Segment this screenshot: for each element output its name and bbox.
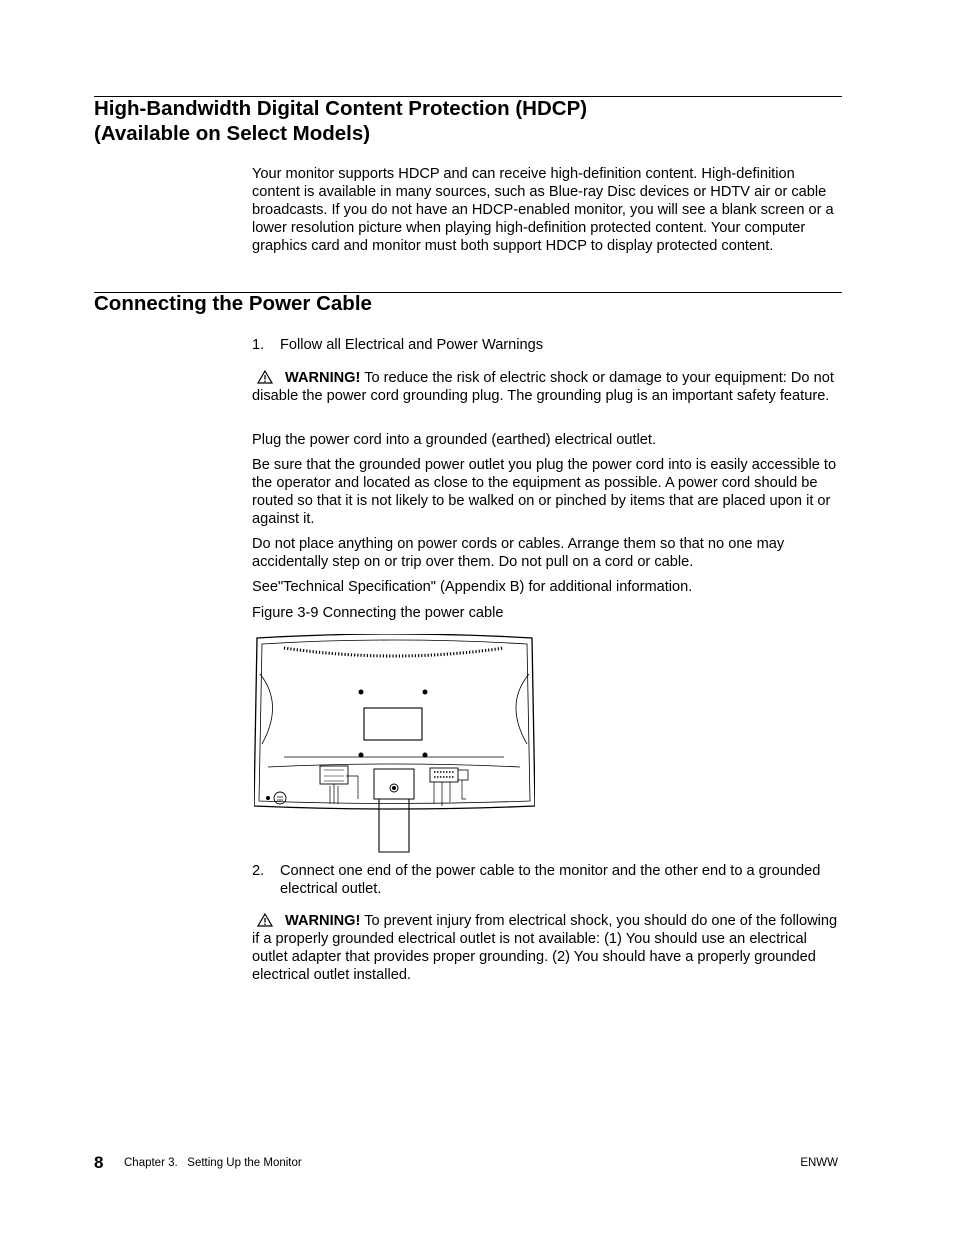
warning-label: WARNING! <box>285 913 361 929</box>
warning-label: WARNING! <box>285 370 361 386</box>
placement-paragraph: Do not place anything on power cords or cables. Arrange them so that no one may accidentally step on or trip over them. Do not pull on a cord or cable. <box>252 536 785 571</box>
warning-text: To reduce the risk of electric shock or damage to your equipment: Do not disable the power cord grounding plug. The grounding plug is an important safety feature. <box>252 370 834 405</box>
figure-caption: Figure 3-9 Connecting the power cable <box>252 605 504 621</box>
accessible-paragraph: Be sure that the grounded power outlet you plug the power cord into is easily accessible to the operator and located as close to the equipment as possible. A power cord should be routed so that it is not likely to be walked on or pinched by items that are placed upon it or against it. <box>252 457 837 528</box>
see-spec-paragraph: See"Technical Specification" (Appendix B) for additional information. <box>252 579 693 595</box>
step-number: 1. <box>252 337 265 353</box>
page-number: 8 <box>94 1153 104 1172</box>
warning-triangle-icon <box>257 913 273 927</box>
footer-chapter-title: Setting Up the Monitor <box>187 1157 302 1169</box>
heading-line-1: High-Bandwidth Digital Content Protection (HDCP) <box>94 97 588 120</box>
footer-enww: ENWW <box>800 1157 838 1169</box>
warning-triangle-icon <box>257 370 273 384</box>
warning-text: To prevent injury from electrical shock, you should do one of the following if a properly grounded electrical outlet is not available: (1) You should use an electrical outlet adapter that provides proper grounding. (2) You should have a properly grounded electrical outlet installed. <box>252 913 838 984</box>
monitor-back-illustration <box>254 634 535 855</box>
step-number: 2. <box>252 863 265 879</box>
plug-paragraph: Plug the power cord into a grounded (earthed) electrical outlet. <box>252 432 657 448</box>
section-heading-power-cable: Connecting the Power Cable <box>94 292 372 315</box>
warning-block-1 <box>252 369 844 405</box>
footer-chapter-number: Chapter 3. <box>124 1157 178 1169</box>
step-text: Connect one end of the power cable to the monitor and the other end to a grounded electrical outlet. <box>280 863 821 898</box>
hdcp-paragraph: Your monitor supports HDCP and can receive high-definition content. High-definition content is available in many sources, such as Blue-ray Disc devices or HDTV air or cable broadcasts. If you do not have an HDCP-enabled monitor, you will see a blank screen or a lower resolution picture when playing high-definition protected content. Your computer graphics card and monitor must both support HDCP to display protected content. <box>252 166 834 255</box>
warning-block-2 <box>252 912 844 984</box>
heading-line-2: (Available on Select Models) <box>94 122 371 145</box>
section-heading-hdcp <box>94 96 587 146</box>
footer-chapter <box>124 1156 302 1170</box>
step-text: Follow all Electrical and Power Warnings <box>280 337 544 353</box>
